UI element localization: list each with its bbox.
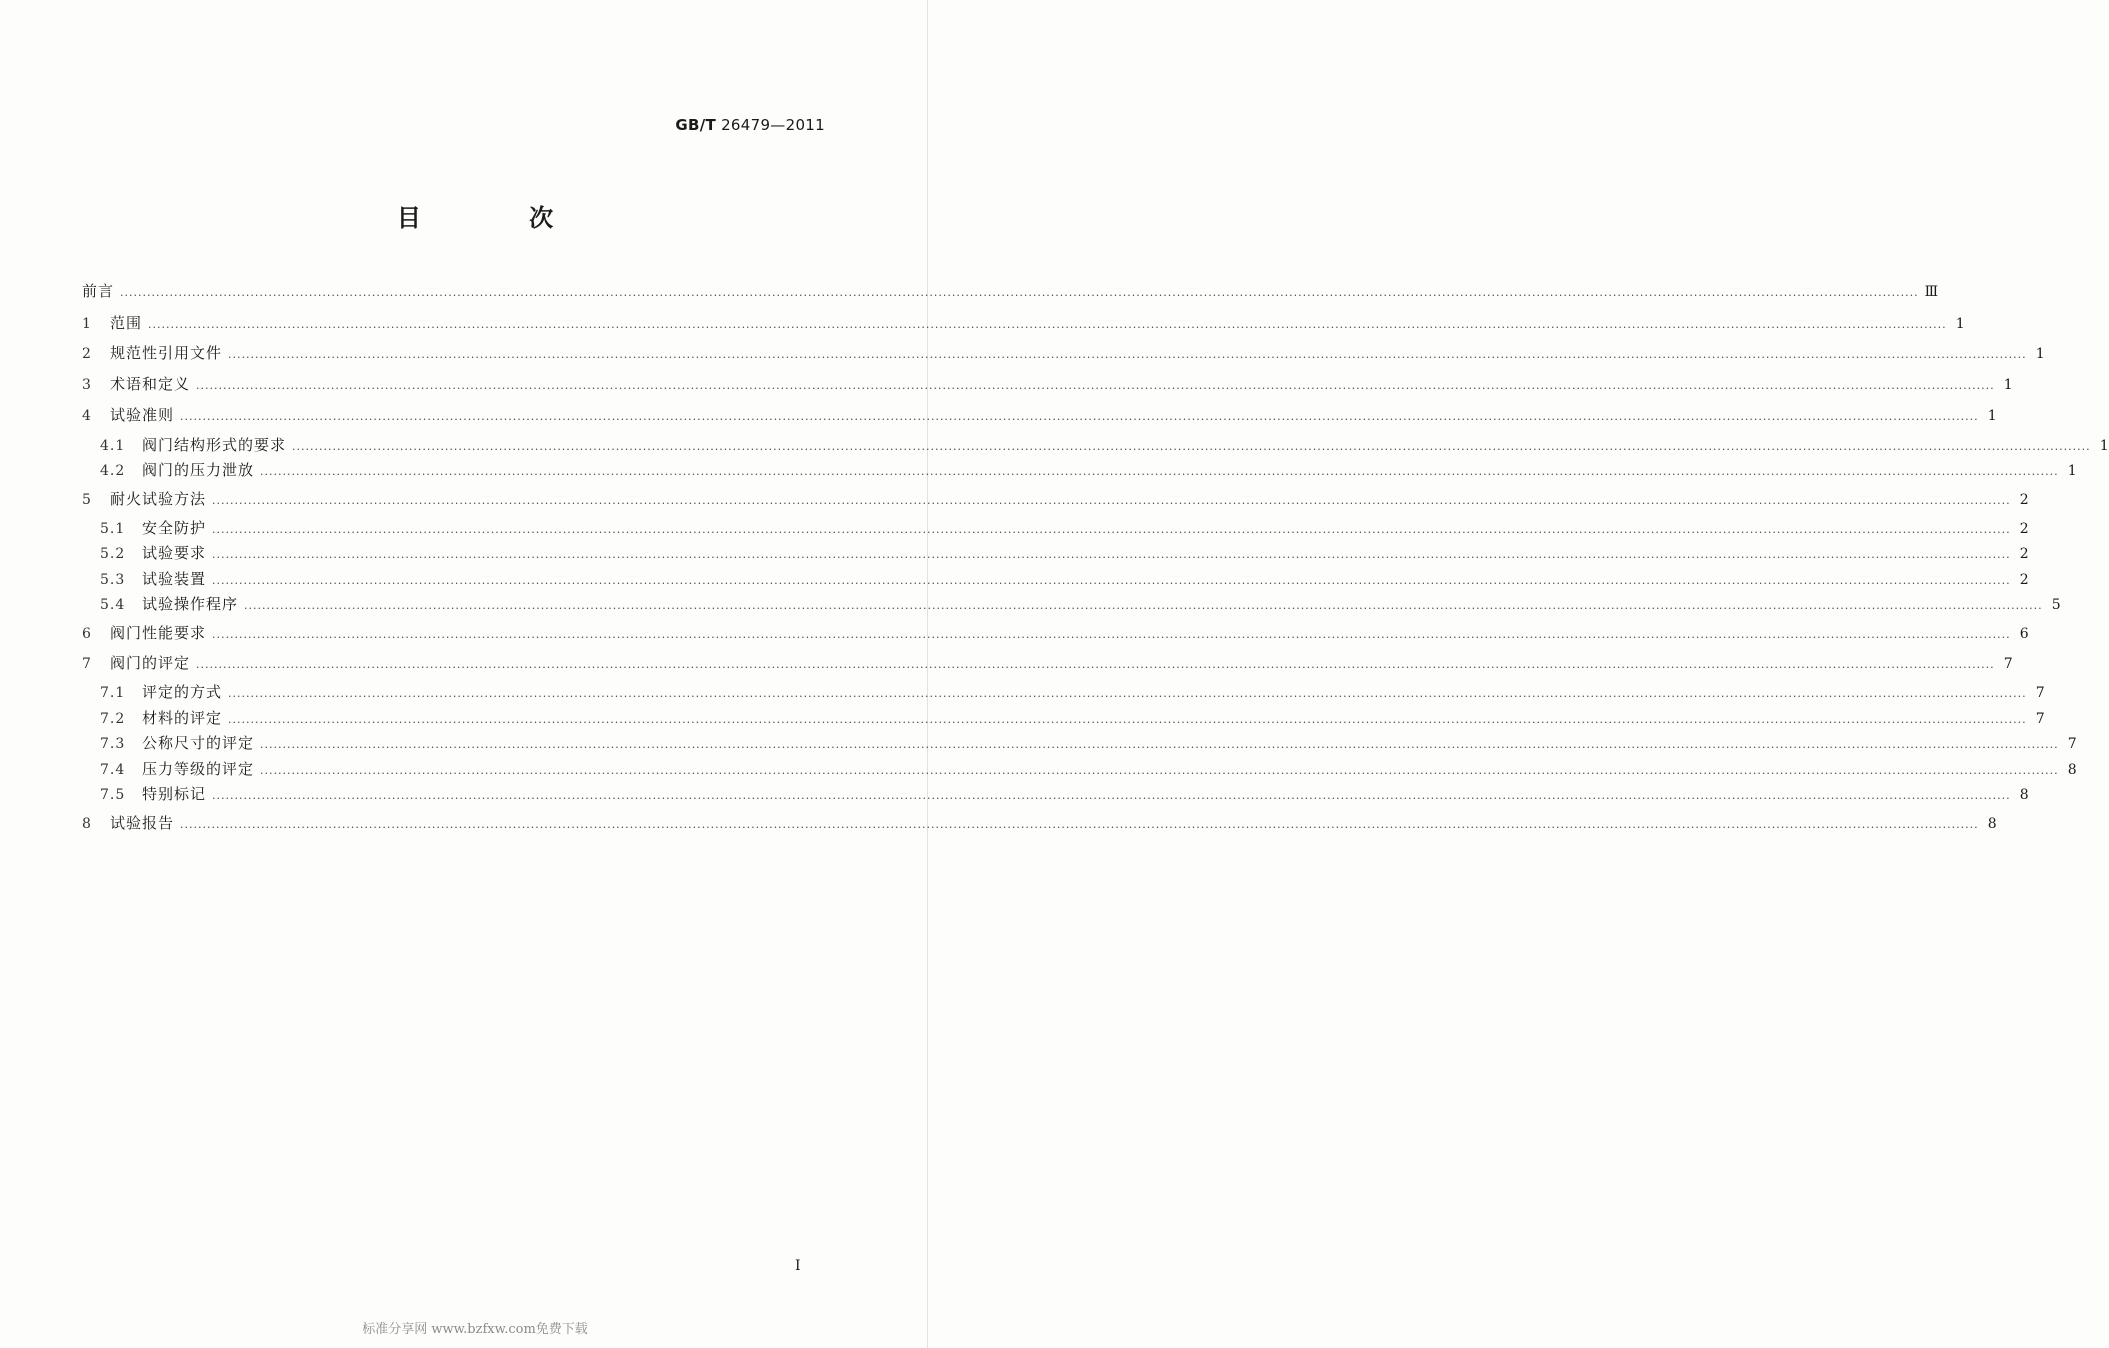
toc-entry-page: 7	[2035, 711, 2045, 727]
toc-entry-label: 耐火试验方法	[110, 490, 207, 508]
toc-entry-page: 1	[2099, 438, 2109, 454]
toc-entry[interactable]	[100, 783, 2029, 805]
toc-entry-page: 2	[2019, 546, 2029, 562]
toc-entry-label: 安全防护	[142, 519, 207, 537]
toc-leader-dots: ................................................................................................................................................................................................................................................................................................................................................................................................................	[260, 465, 2059, 478]
toc-entry-label: 试验准则	[110, 406, 175, 424]
toc-entry-label: 压力等级的评定	[142, 760, 255, 778]
toc-entry-label: 前言	[82, 282, 115, 300]
toc-leader-dots: ................................................................................................................................................................................................................................................................................................................................................................................................................	[228, 713, 2027, 726]
toc-entry[interactable]	[82, 812, 1997, 834]
toc-leader-dots: ................................................................................................................................................................................................................................................................................................................................................................................................................	[212, 523, 2011, 536]
toc-entry[interactable]	[82, 342, 2045, 364]
toc-entry-number: 7.2	[100, 711, 126, 727]
toc-entry-label: 范围	[110, 314, 143, 332]
toc-entry-page: 7	[2067, 736, 2077, 752]
toc-entry-page: 8	[1987, 816, 1997, 832]
toc-entry-number: 5.4	[100, 597, 126, 613]
toc-entry-label: 阀门性能要求	[110, 624, 207, 642]
toc-entry[interactable]	[100, 459, 2077, 481]
toc-entry[interactable]	[100, 758, 2077, 780]
toc-leader-dots: ................................................................................................................................................................................................................................................................................................................................................................................................................	[180, 410, 1979, 423]
footer-watermark: 标准分享网 www.bzfxw.com免费下载	[362, 1322, 588, 1337]
toc-entry-number: 7.4	[100, 762, 126, 778]
toc-entry-number: 3	[82, 377, 91, 393]
toc-entry-page: 1	[2035, 346, 2045, 362]
toc-entry-page: 1	[1987, 408, 1997, 424]
toc-leader-dots: ................................................................................................................................................................................................................................................................................................................................................................................................................	[244, 599, 2043, 612]
toc-entry-label: 阀门结构形式的要求	[142, 436, 287, 454]
toc-entry[interactable]	[82, 373, 2013, 395]
toc-entry-page: 1	[1955, 316, 1965, 332]
toc-entry-page: 1	[2003, 377, 2013, 393]
toc-entry-page: 2	[2019, 492, 2029, 508]
toc-entry-page: 2	[2019, 521, 2029, 537]
toc-entry[interactable]	[82, 488, 2029, 510]
toc-entry-page: 2	[2019, 572, 2029, 588]
toc-leader-dots: ................................................................................................................................................................................................................................................................................................................................................................................................................	[180, 818, 1979, 831]
toc-entry-label: 试验报告	[110, 814, 175, 832]
toc-entry-label: 材料的评定	[142, 709, 223, 727]
toc-entry-label: 规范性引用文件	[110, 344, 223, 362]
toc-entry-number: 5.3	[100, 572, 126, 588]
toc-entry-label: 阀门的压力泄放	[142, 461, 255, 479]
toc-entry[interactable]	[100, 542, 2029, 564]
toc-entry-page: 7	[2003, 656, 2013, 672]
toc-entry-page: 1	[2067, 463, 2077, 479]
toc-entry[interactable]	[82, 622, 2029, 644]
page-title: 目 次	[396, 204, 604, 232]
toc-entry-page: 7	[2035, 685, 2045, 701]
toc-entry-label: 公称尺寸的评定	[142, 734, 255, 752]
toc-entry-number: 5	[82, 492, 91, 508]
toc-entry-number: 7.5	[100, 787, 126, 803]
toc-leader-dots: ................................................................................................................................................................................................................................................................................................................................................................................................................	[148, 318, 1947, 331]
toc-entry-label: 试验要求	[142, 544, 207, 562]
toc-entry-page: Ⅲ	[1924, 284, 1939, 300]
toc-entry[interactable]	[100, 681, 2045, 703]
toc-leader-dots: ................................................................................................................................................................................................................................................................................................................................................................................................................	[228, 687, 2027, 700]
toc-entry-label: 试验装置	[142, 570, 207, 588]
standard-number	[675, 116, 825, 134]
toc-leader-dots: ................................................................................................................................................................................................................................................................................................................................................................................................................	[196, 658, 1995, 671]
toc-entry-number: 7	[82, 656, 91, 672]
toc-leader-dots: ................................................................................................................................................................................................................................................................................................................................................................................................................	[196, 379, 1995, 392]
toc-entry-number: 5.1	[100, 521, 126, 537]
toc-entry-number: 5.2	[100, 546, 126, 562]
toc-entry[interactable]	[100, 593, 2061, 615]
toc-entry-label: 评定的方式	[142, 683, 223, 701]
toc-entry[interactable]	[100, 517, 2029, 539]
toc-entry-number: 4.1	[100, 438, 126, 454]
toc-entry-number: 2	[82, 346, 91, 362]
toc-entry-label: 特别标记	[142, 785, 207, 803]
toc-leader-dots: ................................................................................................................................................................................................................................................................................................................................................................................................................	[212, 789, 2011, 802]
toc-leader-dots: ................................................................................................................................................................................................................................................................................................................................................................................................................	[212, 628, 2011, 641]
toc-entry-label: 试验操作程序	[142, 595, 239, 613]
toc-entry[interactable]	[82, 312, 1965, 334]
toc-leader-dots: ................................................................................................................................................................................................................................................................................................................................................................................................................	[212, 494, 2011, 507]
toc-entry[interactable]	[100, 434, 2109, 456]
toc-entry-number: 8	[82, 816, 91, 832]
toc-leader-dots: ................................................................................................................................................................................................................................................................................................................................................................................................................	[292, 440, 2091, 453]
toc-entry-page: 5	[2051, 597, 2061, 613]
toc-entry[interactable]	[82, 280, 1939, 302]
standard-code: 26479—2011	[721, 116, 825, 134]
toc-entry[interactable]	[100, 568, 2029, 590]
toc-leader-dots: ................................................................................................................................................................................................................................................................................................................................................................................................................	[260, 764, 2059, 777]
toc-leader-dots: ................................................................................................................................................................................................................................................................................................................................................................................................................	[260, 738, 2059, 751]
toc-entry[interactable]	[82, 652, 2013, 674]
toc-entry-label: 阀门的评定	[110, 654, 191, 672]
toc-leader-dots: ................................................................................................................................................................................................................................................................................................................................................................................................................	[212, 574, 2011, 587]
toc-entry-number: 7.1	[100, 685, 126, 701]
toc-entry-number: 4	[82, 408, 91, 424]
toc-leader-dots: ................................................................................................................................................................................................................................................................................................................................................................................................................	[228, 348, 2027, 361]
page-number: I	[795, 1258, 801, 1274]
toc-leader-dots: ................................................................................................................................................................................................................................................................................................................................................................................................................	[120, 286, 1919, 299]
toc-entry-page: 8	[2067, 762, 2077, 778]
toc-entry-number: 7.3	[100, 736, 126, 752]
toc-entry-label: 术语和定义	[110, 375, 191, 393]
toc-entry[interactable]	[100, 732, 2077, 754]
toc-entry-page: 6	[2019, 626, 2029, 642]
toc-entry-number: 6	[82, 626, 91, 642]
toc-entry-number: 4.2	[100, 463, 126, 479]
toc-entry-page: 8	[2019, 787, 2029, 803]
toc-entry[interactable]	[82, 404, 1997, 426]
toc-entry[interactable]	[100, 707, 2045, 729]
toc-leader-dots: ................................................................................................................................................................................................................................................................................................................................................................................................................	[212, 548, 2011, 561]
toc-entry-number: 1	[82, 316, 91, 332]
standard-prefix: GB/T	[675, 116, 717, 134]
